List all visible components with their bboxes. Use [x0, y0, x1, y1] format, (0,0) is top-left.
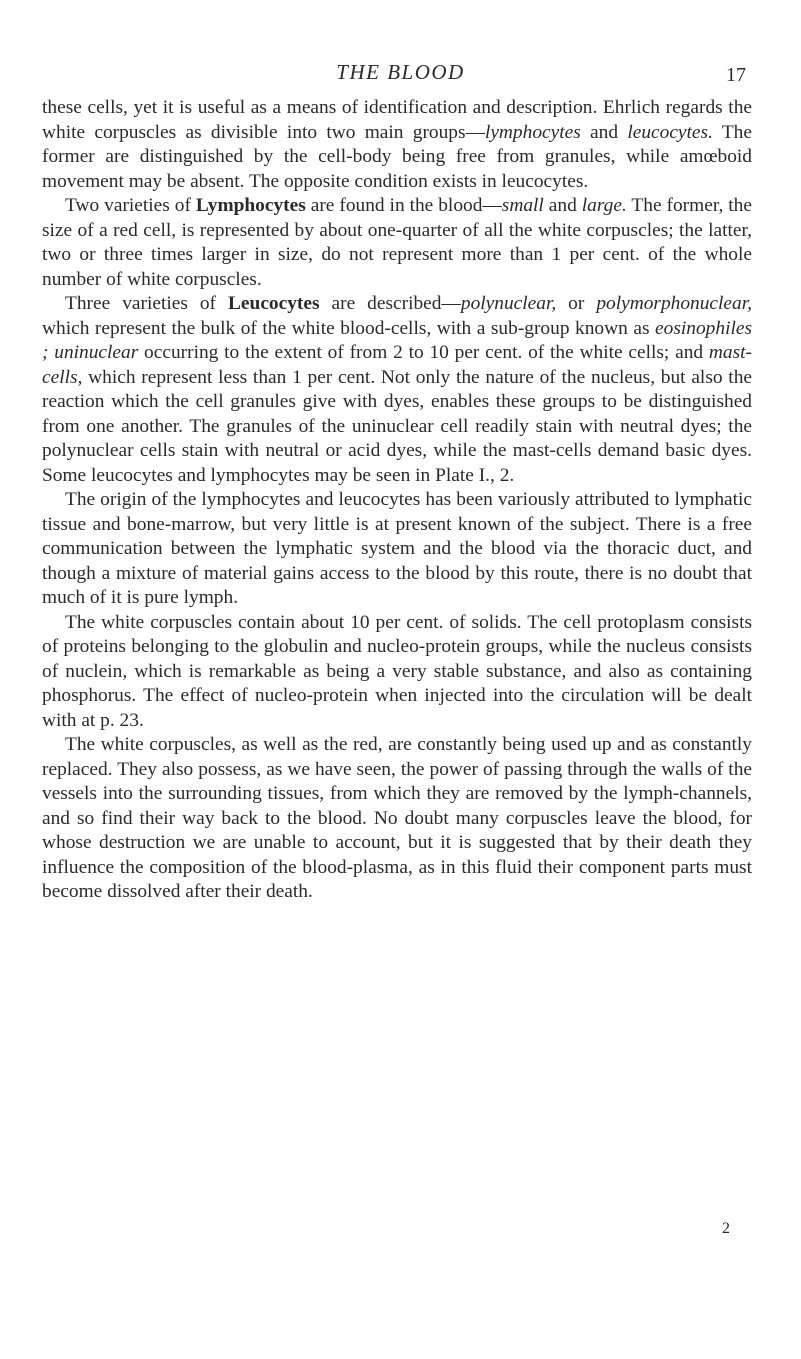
body-text	[42, 96, 752, 905]
running-head: THE BLOOD	[336, 60, 465, 84]
term-eosinophiles-uninuclear: eosinophiles ; uninuclear	[42, 317, 752, 363]
signature-mark: 2	[722, 1220, 730, 1237]
paragraph-4: The origin of the lymphocytes and leucocytes has been variously attributed to lymphatic tissue and bone-marrow, but very little is at present known of the subject. There is a free communication between the lymphatic system and the blood via the thoracic duct, and though a mixture of material gains access to the blood by this route, there is no doubt that much of it is pure lymph.	[42, 489, 752, 608]
term-lymphocytes: lymphocytes	[484, 121, 581, 143]
paragraph-2: Two varieties of Lymphocytes are found in the blood—small and large. The former, the size of a red cell, is represented by about one-quarter of all the white corpuscles; the latter, two or three times larger in size, do not represent more than 1 per cent. of the whole number of white corpuscles.	[42, 195, 752, 290]
term-polynuclear: polynuclear,	[460, 293, 557, 314]
paragraph-6: The white corpuscles, as well as the red, are constantly being used up and as constantly replaced. They also possess, as we have seen, the power of passing through the walls of the vessels into the surrounding tissues, from which they are removed by the lymph-channels, and so find their way back to the blood. No doubt many corpuscles leave the blood, for whose destruction we are unable to account, but it is suggested that by their death they influence the composition of the blood-plasma, as in this fluid their component parts must become dissolved after their death.	[42, 734, 752, 902]
page-number: 17	[726, 64, 746, 86]
term-mast-cells: mast-cells,	[42, 342, 752, 388]
paragraph-5: The white corpuscles contain about 10 per cent. of solids. The cell protoplasm consists of proteins belonging to the globulin and nucleo-protein groups, while the nucleus consists of nuclein, which is remarkable as being a very stable substance, and also as containing phosphorus. The effect of nucleo-protein when injected into the circulation will be dealt with at p. 23.	[42, 611, 752, 731]
term-leucocytes: leucocytes.	[627, 121, 713, 143]
heading-lymphocytes: Lymphocytes	[195, 195, 306, 216]
paragraph-3: Three varieties of Leucocytes are described—polynuclear, or polymorphonuclear, which represent the bulk of the white blood-cells, with a sub-group known as eosinophiles ; uninuclear occurring to the extent of from 2 to 10 per cent. of the white cells; and mast-cells, which represent less than 1 per cent. Not only the nature of the nucleus, but also the reaction which the cell granules give with dyes, enables these groups to be distinguished from one another. The granules of the uninuclear cell readily stain with neutral dyes; the polynuclear cells stain with neutral or acid dyes, while the mast-cells demand basic dyes. Some leucocytes and lymphocytes may be seen in Plate I., 2.	[42, 293, 752, 486]
heading-leucocytes: Leucocytes	[228, 293, 320, 314]
term-large: large.	[581, 195, 627, 216]
term-small: small	[501, 195, 544, 216]
paragraph-1: these cells, yet it is useful as a means of identification and description. Ehrlich regards the white corpuscles as divisible into two main groups—lymphocytes and leucocytes. The former are distinguished by the cell-body being free from granules, while amœboid movement may be absent. The opposite condition exists in leucocytes.	[42, 97, 752, 192]
term-polymorphonuclear: polymorphonuclear,	[596, 293, 752, 314]
